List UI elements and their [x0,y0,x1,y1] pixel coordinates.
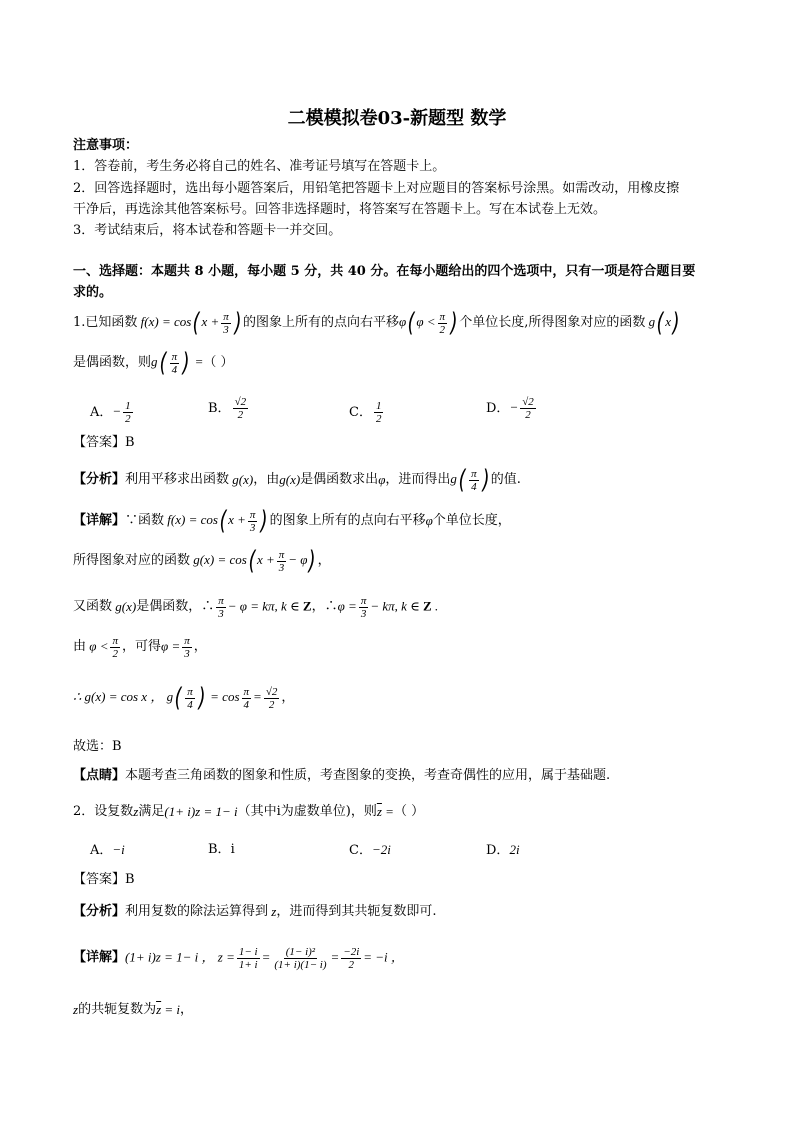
q1-choose: 故选：B [73,739,122,754]
q1-detail-1: 【详解】 ∵函数 f(x) = cos( x + $\frac{\pi}{3}$ ) 的图象上所有的点向右平移 φ 个单位长度， [73,506,511,536]
q2-option-b[interactable]: B．i [208,842,235,857]
page-title: 二模模拟卷03-新题型 数学 [287,108,507,129]
q1-stem-e: （ ） [203,355,234,370]
q1-formula-g: g( x) [645,308,680,338]
q1-detail-3: 又函数 g(x) 是偶函数，∴ $\frac{\pi}{3}$ − φ = kπ, k ∈ Z ，∴ φ = $\frac{\pi}{3}$ − kπ, k ∈ Z . [73,594,439,620]
q2-option-a[interactable]: A．−i [90,842,125,858]
q1-answer: 【答案】B [73,435,135,450]
q2-option-c[interactable]: C．−2i [349,842,391,858]
q1-option-c[interactable]: C． $\frac{1}{2}$ [349,400,382,425]
q1-detail-5: ∴ g(x) = cos x ， g( $\frac{\pi}{4}$ ) = cos $\frac{\pi}{4}$ = $\frac{√2}{2}$ ， [73,683,295,713]
q1-stem-2 [73,346,234,380]
q1-stem-d: 是偶函数，则 [73,355,152,370]
q1-stem-b: 的图象上所有的点向右平移 [242,315,399,330]
notice-heading: 注意事项： [73,138,139,153]
q1-detail-4: 由 φ < $\frac{\pi}{2}$ ，可得 φ = $\frac{\pi}{3}$ ， [73,634,207,660]
notice-item-1: 1．答卷前，考生务必将自己的姓名、准考证号填写在答题卡上。 [73,159,446,174]
q1-option-a[interactable]: A． − $\frac{1}{2}$ [90,400,131,425]
q2-answer: 【答案】B [73,872,135,887]
q1-option-b[interactable]: B． $\frac{√2}{2}$ [208,396,247,421]
q1-formula-f: f(x) = cos( x + $\frac{\pi}{3}$ ) [137,308,242,338]
notice-item-2-cont: 干净后，再选涂其他答案标号。回答非选择题时，将答案写在答题卡上。写在本试卷上无效。 [73,202,607,217]
notice-item-2: 2．回答选择题时，选出每小题答案后，用铅笔把答题卡上对应题目的答案标号涂黑。如需改动，用橡皮擦 [73,181,680,196]
q1-stem [73,308,681,338]
q1-analysis: 【分析】 利用平移求出函数 g(x) ，由 g(x) 是偶函数求出 φ ，进而得出 g( $\frac{\pi}{4}$ ) 的值. [73,465,521,495]
q2-conjugate: z 的共轭复数为 $\overline{z} = i$ ， [73,1002,194,1017]
q2-stem: 2．设复数 z 满足 (1+ i)z = 1− i （其中i为虚数单位)，则 $\overline{z}$ = （ ） [73,804,425,819]
q1-stem-c: 个单位长度,所得图象对应的函数 [459,315,646,330]
q1-detail-2: 所得图象对应的函数 g(x) = cos( x + $\frac{\pi}{3}$ − φ) ， [73,546,331,576]
section-1-heading: 一、选择题：本题共 8 小题，每小题 5 分，共 40 分。在每小题给出的四个选项中，只有一项是符合题目要 [73,264,696,279]
q2-detail: 【详解】 (1+ i)z = 1− i ， z = $\frac{1- i}{1+ i}$ = $\frac{\text{(1− i)²}}{(1+ i)(1- i)}$ = $\frac{-2i}{2}$ = −i ， [73,945,404,971]
q2-option-d[interactable]: D．2i [486,842,520,858]
q1-formula-gpi4: g( $\frac{\pi}{4}$ ) = [151,348,204,378]
q1-formula-phi: φ( φ < $\frac{\pi}{2}$ ) [398,308,458,338]
q1-comment: 【点睛】本题考查三角函数的图象和性质，考查图象的变换，考查奇偶性的应用，属于基础题. [73,768,611,783]
q1-option-d[interactable]: D． − $\frac{√2}{2}$ [486,396,534,421]
q2-analysis: 【分析】 利用复数的除法运算得到 z ，进而得到其共轭复数即可. [73,904,437,919]
notice-item-3: 3．考试结束后，将本试卷和答题卡一并交回。 [73,223,342,238]
q1-stem-a: 1.已知函数 [73,315,138,330]
section-1-heading-cont: 求的。 [73,285,113,300]
